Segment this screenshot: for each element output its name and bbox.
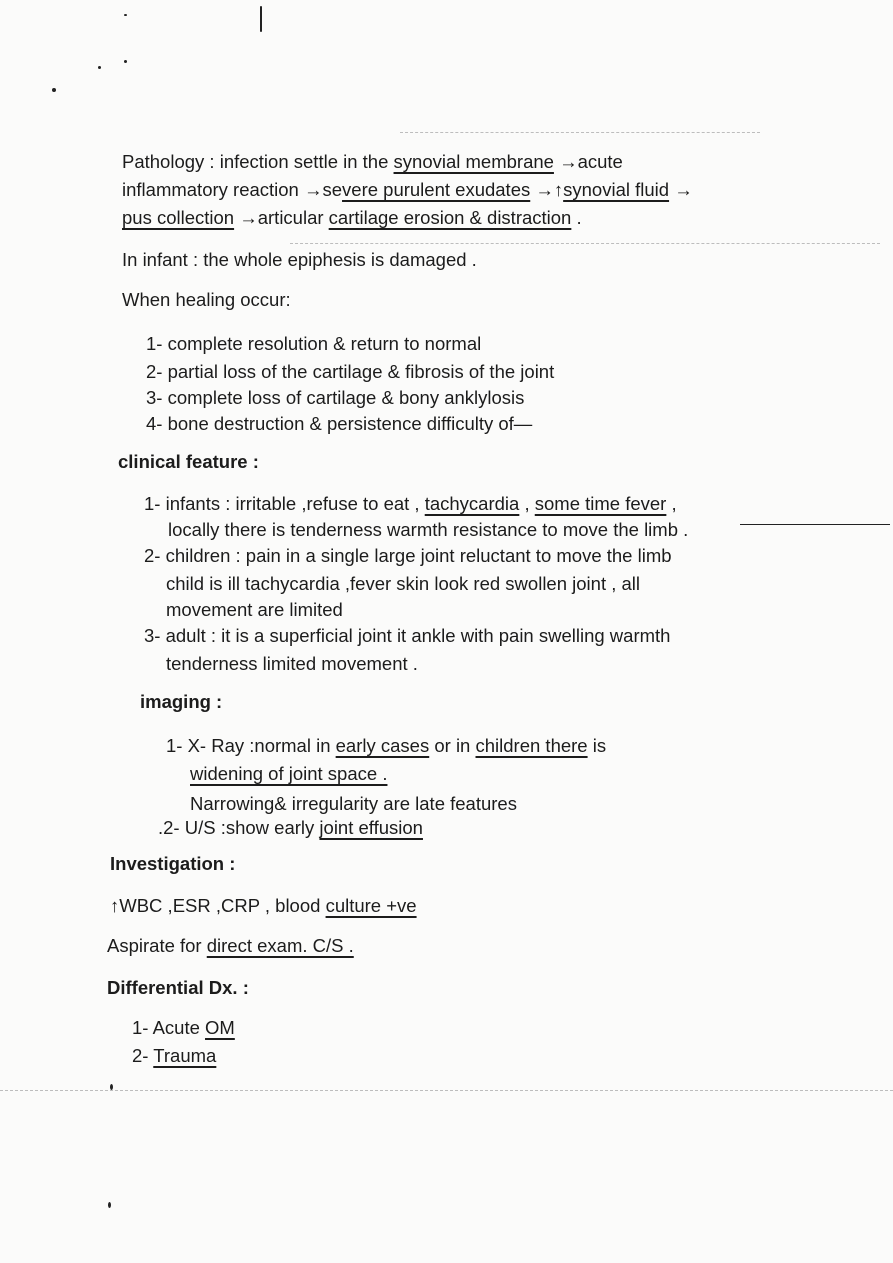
- imaging-item-1-cont: widening of joint space .: [190, 763, 388, 784]
- underlined-term: OM: [205, 1017, 235, 1038]
- healing-item: 3- complete loss of cartilage & bony anklylosis: [146, 387, 525, 408]
- scan-artifact-line: [400, 132, 760, 133]
- underlined-term: joint effusion: [319, 817, 423, 838]
- scan-speck: [260, 6, 262, 32]
- pathology-label: Pathology :: [122, 151, 215, 172]
- underlined-term: culture +ve: [325, 895, 417, 916]
- clinical-item-1: 1- infants : irritable ,refuse to eat , tachycardia , some time fever ,: [144, 493, 677, 514]
- underlined-term: cartilage erosion & distraction: [328, 207, 572, 228]
- differential-heading: Differential Dx. :: [107, 977, 249, 998]
- underlined-term: Trauma: [153, 1045, 217, 1066]
- underlined-term: early cases: [335, 735, 430, 756]
- underlined-term: pus collection: [122, 207, 235, 228]
- imaging-heading: imaging :: [140, 691, 223, 712]
- scan-speck: [98, 66, 101, 69]
- healing-item: 1- complete resolution & return to normal: [146, 333, 482, 354]
- underlined-term: some time fever: [534, 493, 667, 514]
- underlined-term: tachycardia: [424, 493, 520, 514]
- clinical-item-2-cont: movement are limited: [166, 599, 343, 620]
- clinical-item-2-cont: child is ill tachycardia ,fever skin look red swollen joint , all: [166, 573, 641, 594]
- pathology-line-1: Pathology : infection settle in the synovial membrane →acute: [122, 151, 623, 172]
- differential-item-2: 2- Trauma: [132, 1045, 217, 1066]
- scan-artifact-line: [290, 243, 880, 244]
- clinical-item-2: 2- children : pain in a single large joint reluctant to move the limb: [144, 545, 672, 566]
- underlined-term: synovial membrane: [393, 151, 554, 172]
- investigation-heading: Investigation :: [110, 853, 236, 874]
- pathology-line-3: pus collection →articular cartilage erosion & distraction .: [122, 207, 582, 228]
- imaging-item-2: .2- U/S :show early joint effusion: [158, 817, 423, 838]
- scan-speck: [52, 88, 56, 92]
- scan-speck: [124, 60, 127, 63]
- scan-speck: [124, 14, 127, 16]
- underlined-term: vere purulent exudates: [342, 179, 531, 200]
- clinical-heading: clinical feature :: [118, 451, 259, 472]
- imaging-item-1-cont: Narrowing& irregularity are late features: [190, 793, 517, 814]
- underlined-term: direct exam. C/S .: [206, 935, 354, 956]
- imaging-item-1: 1- X- Ray :normal in early cases or in children there is: [166, 735, 607, 756]
- healing-item: 4- bone destruction & persistence difficulty of—: [146, 413, 533, 434]
- underlined-term: children there: [475, 735, 588, 756]
- underlined-term: synovial fluid: [563, 179, 670, 200]
- differential-item-1: 1- Acute OM: [132, 1017, 235, 1038]
- scan-speck: [110, 1084, 113, 1090]
- scan-speck: [108, 1202, 111, 1208]
- pathology-line-2: inflammatory reaction →severe purulent exudates →↑synovial fluid →: [122, 179, 693, 200]
- scan-artifact-line: [0, 1090, 893, 1091]
- clinical-item-3: 3- adult : it is a superficial joint it ankle with pain swelling warmth: [144, 625, 671, 646]
- pen-underline: [740, 524, 890, 525]
- infant-note: In infant : the whole epiphesis is damaged .: [122, 249, 477, 270]
- clinical-item-1-cont: locally there is tenderness warmth resistance to move the limb .: [168, 519, 689, 540]
- healing-heading: When healing occur:: [122, 289, 291, 310]
- clinical-item-3-cont: tenderness limited movement .: [166, 653, 418, 674]
- healing-item: 2- partial loss of the cartilage & fibrosis of the joint: [146, 361, 555, 382]
- investigation-line-1: ↑WBC ,ESR ,CRP , blood culture +ve: [110, 895, 417, 916]
- investigation-line-2: Aspirate for direct exam. C/S .: [107, 935, 354, 956]
